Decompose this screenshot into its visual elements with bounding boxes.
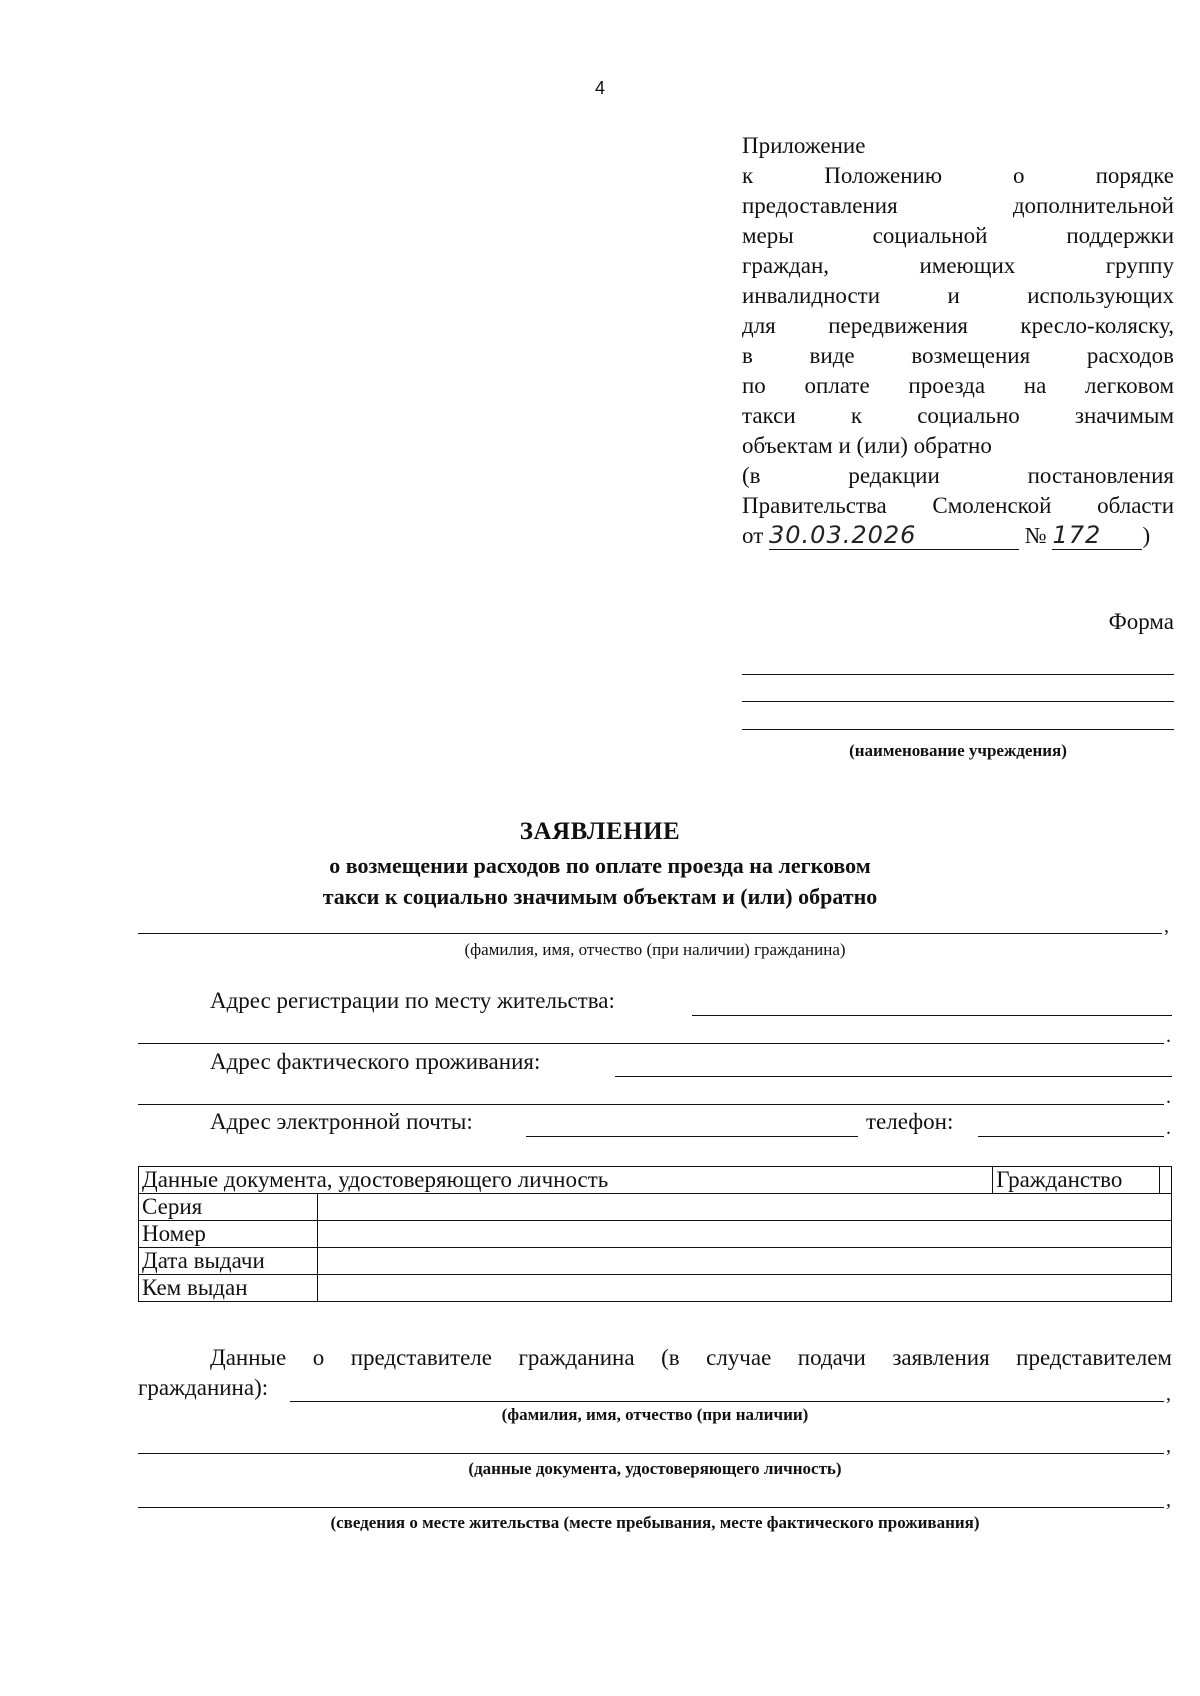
table-row <box>139 1167 1172 1194</box>
reg-address-label: Адрес регистрации по месту жительства: <box>210 988 615 1013</box>
issue-date-label-cell: Дата выдачи <box>139 1248 318 1275</box>
comma: , <box>1166 1435 1171 1457</box>
number-prefix: № <box>1024 523 1047 548</box>
date-prefix: от <box>742 523 764 548</box>
actual-address-label: Адрес фактического проживания: <box>210 1049 541 1074</box>
issued-by-label-cell: Кем выдан <box>139 1275 318 1302</box>
resolution-date-line <box>742 521 1174 551</box>
institution-caption: (наименование учреждения) <box>849 741 1067 760</box>
appendix-block <box>742 131 1174 551</box>
representative-residence-line[interactable] <box>138 1507 1164 1508</box>
representative-fio-caption: (фамилия, имя, отчество (при наличии) <box>501 1405 809 1424</box>
comma: , <box>1166 1489 1171 1511</box>
reg-address-line[interactable] <box>692 1015 1172 1016</box>
appendix-line: предоставления дополнительной <box>742 193 1174 218</box>
representative-doc-line[interactable] <box>138 1453 1164 1454</box>
representative-label: гражданина): <box>138 1375 269 1400</box>
series-label-cell: Серия <box>139 1194 318 1221</box>
document-subtitle: такси к социально значимым объектам и (или) обратно <box>322 884 878 909</box>
dot: . <box>1166 1117 1171 1139</box>
actual-address-line[interactable] <box>615 1076 1172 1077</box>
resolution-number <box>1052 522 1142 550</box>
representative-residence-caption: (сведения о месте жительства (месте пребывания, месте фактического проживания) <box>330 1513 980 1532</box>
form-label: Форма <box>1108 609 1174 634</box>
table-row <box>139 1275 1172 1302</box>
institution-line[interactable] <box>742 701 1174 702</box>
institution-line[interactable] <box>742 729 1174 730</box>
appendix-line: граждан, имеющих группу <box>742 253 1174 278</box>
appendix-line: меры социальной поддержки <box>742 223 1174 248</box>
appendix-line: (в редакции постановления <box>742 463 1174 488</box>
actual-address-line-2[interactable] <box>138 1104 1164 1105</box>
issued-by-value-cell[interactable] <box>318 1275 1172 1302</box>
handwritten-date: 30.03.2026 <box>769 521 917 549</box>
email-label: Адрес электронной почты: <box>210 1109 473 1134</box>
close-paren: ) <box>1142 523 1151 548</box>
appendix-line: к Положению о порядке <box>742 163 1174 188</box>
appendix-line: в виде возмещения расходов <box>742 343 1174 368</box>
representative-block <box>138 1341 1172 1375</box>
comma: , <box>1166 1383 1171 1405</box>
number-label-cell: Номер <box>139 1221 318 1248</box>
id-document-table <box>138 1166 1172 1302</box>
fio-caption: (фамилия, имя, отчество (при наличии) гражданина) <box>464 940 846 959</box>
institution-line[interactable] <box>742 674 1174 675</box>
table-row <box>139 1194 1172 1221</box>
phone-label: телефон: <box>866 1109 954 1134</box>
citizenship-value-cell[interactable] <box>1160 1167 1172 1194</box>
reg-address-line-2[interactable] <box>138 1043 1164 1044</box>
appendix-line: по оплате проезда на легковом <box>742 373 1174 398</box>
table-row <box>139 1248 1172 1275</box>
series-value-cell[interactable] <box>318 1194 1172 1221</box>
document-title: ЗАЯВЛЕНИЕ <box>519 818 681 845</box>
email-line[interactable] <box>526 1136 858 1137</box>
appendix-line: Правительства Смоленской области <box>742 493 1174 518</box>
representative-fio-line[interactable] <box>290 1401 1164 1402</box>
table-row <box>139 1221 1172 1248</box>
appendix-line: такси к социально значимым <box>742 403 1174 428</box>
handwritten-number: 172 <box>1052 521 1102 549</box>
page-number: 4 <box>594 78 605 98</box>
id-header-cell: Данные документа, удостоверяющего личность <box>139 1167 993 1194</box>
document-subtitle: о возмещении расходов по оплате проезда на легковом <box>329 853 871 878</box>
comma: , <box>1164 915 1169 937</box>
number-value-cell[interactable] <box>318 1221 1172 1248</box>
fio-line[interactable] <box>138 933 1162 934</box>
appendix-line: Приложение <box>742 133 866 158</box>
issue-date-value-cell[interactable] <box>318 1248 1172 1275</box>
appendix-line: инвалидности и использующих <box>742 283 1174 308</box>
dot: . <box>1166 1086 1171 1108</box>
resolution-date <box>769 522 1019 550</box>
phone-line[interactable] <box>978 1136 1164 1137</box>
citizenship-label-cell: Гражданство <box>993 1167 1160 1194</box>
appendix-line: для передвижения кресло-коляску, <box>742 313 1174 338</box>
dot: . <box>1166 1025 1171 1047</box>
representative-doc-caption: (данные документа, удостоверяющего личность) <box>468 1459 842 1478</box>
appendix-line: объектам и (или) обратно <box>742 433 992 458</box>
representative-intro: Данные о представителе гражданина (в случае подачи заявления представителем <box>210 1345 1172 1370</box>
